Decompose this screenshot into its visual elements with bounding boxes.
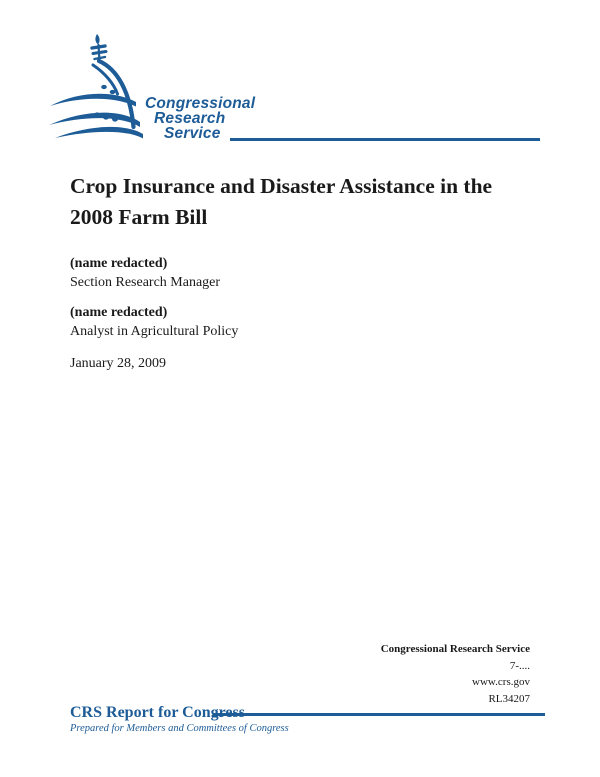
footer-phone: 7-.... <box>509 659 530 672</box>
footer-info-block <box>381 641 530 707</box>
logo-word-service: Service <box>164 125 221 142</box>
author-list <box>70 254 238 352</box>
report-date: January 28, 2009 <box>70 356 167 371</box>
author-entry <box>70 303 238 341</box>
report-title <box>70 171 550 233</box>
footer-report-number: RL34207 <box>488 692 530 705</box>
author-name: (name redacted) <box>70 305 168 320</box>
author-role: Section Research Manager <box>70 275 221 290</box>
logo-word-congressional: Congressional <box>145 95 256 112</box>
crs-report-banner-title: CRS Report for Congress <box>70 704 245 721</box>
author-entry <box>70 254 238 292</box>
logo-word-research: Research <box>154 110 226 127</box>
report-title-line2: 2008 Farm Bill <box>70 205 208 229</box>
footer-org-name: Congressional Research Service <box>380 643 530 655</box>
author-name: (name redacted) <box>70 256 168 271</box>
capitol-dome-icon <box>46 31 148 149</box>
footer-rule <box>213 713 545 716</box>
crs-report-banner-subtitle: Prepared for Members and Committees of Congress <box>70 723 289 734</box>
report-title-line1: Crop Insurance and Disaster Assistance in the <box>70 174 493 198</box>
footer-website-link[interactable]: www.crs.gov <box>472 676 530 688</box>
author-role: Analyst in Agricultural Policy <box>70 324 239 339</box>
crs-logo-wordmark <box>145 96 255 141</box>
header-rule <box>230 138 540 141</box>
